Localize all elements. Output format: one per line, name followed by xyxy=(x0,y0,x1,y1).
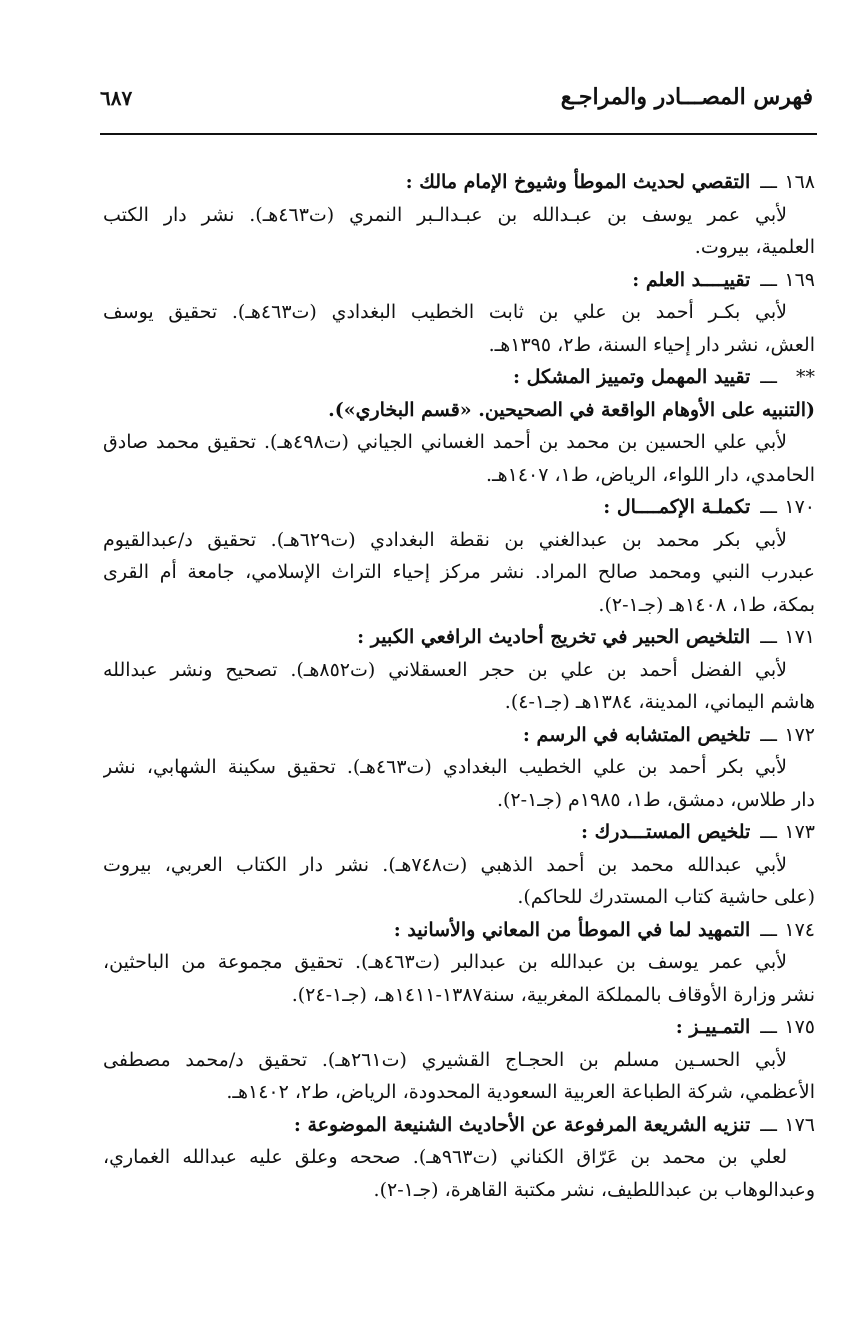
running-title: فهرس المصـــادر والمراجـع xyxy=(560,84,813,110)
entry-dash: ـــ xyxy=(760,723,777,746)
entry-description-line: بمكة، ط١، ١٤٠٨هـ (جـ١-٢). xyxy=(598,593,815,616)
entry-number: ١٦٩ xyxy=(784,268,815,291)
entry-description-line: لأبي علي الحسين بن محمد بن أحمد الغساني الجياني (ت٤٩٨هـ). تحقيق محمد صادق xyxy=(103,431,787,453)
entry-title: تقييــــد العلم : xyxy=(632,268,751,291)
entry-description-line: لأبي الفضل أحمد بن علي بن حجر العسقلاني (ت٨٥٢هـ). تصحيح ونشر عبدالله xyxy=(103,658,788,681)
entry-description-line: العش، نشر دار إحياء السنة، ط٢، ١٣٩٥هـ. xyxy=(488,333,815,356)
entry-number: ١٧٤ xyxy=(784,918,815,941)
entry-description-line: العلمية، بيروت. xyxy=(694,236,815,258)
entry-title: التلخيص الحبير في تخريج أحاديث الرافعي الكبير : xyxy=(357,626,751,648)
entry-number: ١٧٣ xyxy=(784,821,815,843)
entry-description-line: هاشم اليماني، المدينة، ١٣٨٤هـ (جـ١-٤). xyxy=(504,691,815,713)
entry-heading xyxy=(103,361,815,394)
entry-title: التمـييـز : xyxy=(675,1016,751,1038)
entry-dash: ـــ xyxy=(760,1016,777,1038)
entry-description-line: لأبي الحسـين مسلم بن الحجـاج القشيري (ت٢٦١هـ). تحقيق د/محمد مصطفى xyxy=(103,1048,787,1071)
entry-description-line: لأبي بكر أحمد بن علي الخطيب البغدادي (ت٤٦٣هـ). تحقيق سكينة الشهابي، نشر xyxy=(103,756,787,778)
entry-title: تكملـة الإكمــــال : xyxy=(603,496,751,518)
page-header xyxy=(100,84,813,124)
entry-description-line: (على حاشية كتاب المستدرك للحاكم). xyxy=(517,886,815,908)
entry-number: ١٧٢ xyxy=(784,723,815,746)
entry-heading xyxy=(103,1011,815,1044)
entry-description-line: الحامدي، دار اللواء، الرياض، ط١، ١٤٠٧هـ. xyxy=(485,463,815,486)
entry-heading xyxy=(103,719,815,752)
entry-number: ١٦٨ xyxy=(784,171,815,193)
entry-title: تلخيص المستـــدرك : xyxy=(580,821,751,843)
entry-number: ** xyxy=(796,366,815,388)
entry-description-line: لأبي عمر يوسف بن عبـدالله بن عبـدالـبر النمري (ت٤٦٣هـ). نشر دار الكتب xyxy=(103,203,787,226)
entry-title: التمهيد لما في الموطأ من المعاني والأسانيد : xyxy=(393,918,751,941)
entry-heading xyxy=(103,816,815,849)
entry-title: التقصي لحديث الموطأ وشيوخ الإمام مالك : xyxy=(405,171,751,193)
entry-number: ١٧٦ xyxy=(784,1113,815,1136)
entry-description-line: دار طلاس، دمشق، ط١، ١٩٨٥م (جـ١-٢). xyxy=(496,788,815,811)
entry-title: تنزيه الشريعة المرفوعة عن الأحاديث الشنيعة الموضوعة : xyxy=(293,1113,751,1136)
entry-description-line: وعبدالوهاب بن عبداللطيف، نشر مكتبة القاهرة، (جـ١-٢). xyxy=(373,1178,815,1201)
entry-number: ١٧٠ xyxy=(784,496,815,518)
entry-dash: ـــ xyxy=(760,366,777,388)
entry-number: ١٧١ xyxy=(784,626,815,648)
entry-dash: ـــ xyxy=(760,918,777,941)
entry-title: تلخيص المتشابه في الرسم : xyxy=(522,723,751,746)
entry-heading xyxy=(103,264,815,297)
entry-heading xyxy=(103,491,815,524)
entry-dash: ـــ xyxy=(760,626,777,648)
entry-description-line: نشر وزارة الأوقاف بالمملكة المغربية، سنة١٣٨٧-١٤١١هـ، (جـ١-٢٤). xyxy=(291,983,815,1006)
entry-subtitle-line: (التنبيه على الأوهام الواقعة في الصحيحين. «قسم البخاري»). xyxy=(328,398,815,421)
entry-dash: ـــ xyxy=(760,171,777,193)
page-number: ٦٨٧ xyxy=(100,86,133,110)
entry-heading xyxy=(103,621,815,654)
entry-dash: ـــ xyxy=(760,496,777,518)
entry-heading xyxy=(103,914,815,947)
header-rule xyxy=(100,133,817,135)
entry-dash: ـــ xyxy=(760,821,777,843)
entry-title: تقييد المهمل وتمييز المشكل : xyxy=(513,366,751,388)
bibliography-list xyxy=(103,166,815,1206)
entry-heading xyxy=(103,166,815,199)
entry-description-line: الأعظمي، شركة الطباعة العربية السعودية المحدودة، الرياض، ط٢، ١٤٠٢هـ. xyxy=(226,1081,815,1103)
entry-dash: ـــ xyxy=(760,268,777,291)
entry-description-line: لأبي بكر محمد بن عبدالغني بن نقطة البغدادي (ت٦٢٩هـ). تحقيق د/عبدالقيوم xyxy=(103,528,787,551)
entry-description-line: لعلي بن محمد بن عَرّاق الكناني (ت٩٦٣هـ). صححه وعلق عليه عبدالله الغماري، xyxy=(103,1146,787,1168)
entry-description-line: عبدرب النبي ومحمد صالح المراد. نشر مركز إحياء التراث الإسلامي، جامعة أم القرى xyxy=(103,561,815,583)
entry-dash: ـــ xyxy=(760,1113,777,1136)
entry-description-line: لأبي عمر يوسف بن عبدالله بن عبدالبر (ت٤٦٣هـ). تحقيق مجموعة من الباحثين، xyxy=(103,951,788,973)
entry-description-line: لأبي عبدالله محمد بن أحمد الذهبي (ت٧٤٨هـ). نشر دار الكتاب العربي، بيروت xyxy=(103,853,787,876)
entry-heading xyxy=(103,1109,815,1142)
entry-number: ١٧٥ xyxy=(784,1016,815,1038)
entry-description-line: لأبي بكـر أحمد بن علي بن ثابت الخطيب البغدادي (ت٤٦٣هـ). تحقيق يوسف xyxy=(103,301,787,323)
